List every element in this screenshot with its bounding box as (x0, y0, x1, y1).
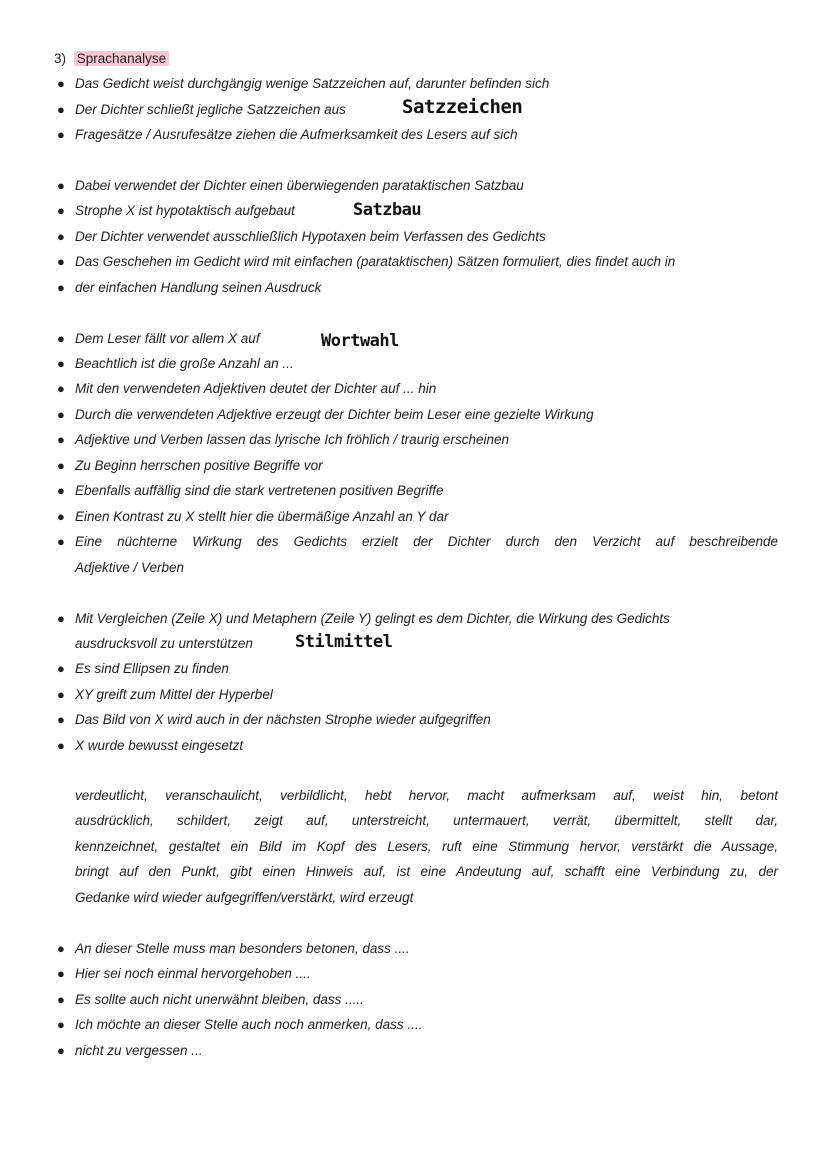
list-item: ● Es sind Ellipsen zu finden (75, 656, 778, 681)
paragraph-line: kennzeichnet, gestaltet ein Bild im Kopf des Lesers, ruft eine Stimmung hervor, verstärkt die Aussage, (75, 838, 778, 854)
bullet-icon: ● (57, 661, 65, 676)
handwritten-label-satzzeichen: Satzzeichen (402, 96, 523, 118)
bullet-icon: ● (57, 356, 65, 371)
bullet-icon: ● (57, 254, 65, 269)
list-item: ● Hier sei noch einmal hervorgehoben .... (75, 961, 778, 986)
list-item: ● Das Gedicht weist durchgängig wenige Satzzeichen auf, darunter befinden sich (75, 71, 778, 96)
bullet-icon: ● (57, 331, 65, 346)
list-item: ● X wurde bewusst eingesetzt (75, 733, 778, 758)
list-item: ● Eine nüchterne Wirkung des Gedichts erzielt der Dichter durch den Verzicht auf beschreibende (75, 529, 778, 554)
bullet-icon: ● (57, 611, 65, 626)
list-item: ● Zu Beginn herrschen positive Begriffe vor (75, 453, 778, 478)
list-item: ● XY greift zum Mittel der Hyperbel (75, 682, 778, 707)
list-item: ● Der Dichter schließt jegliche Satzzeichen aus (75, 97, 778, 122)
paragraph-line: Gedanke wird wieder aufgegriffen/verstärkt, wird erzeugt (75, 889, 414, 905)
list-item: ● Ebenfalls auffällig sind die stark vertretenen positiven Begriffe (75, 478, 778, 503)
list-item: ● Beachtlich ist die große Anzahl an ... (75, 351, 778, 376)
list-item: ● Mit Vergleichen (Zeile X) und Metaphern (Zeile Y) gelingt es dem Dichter, die Wirkung des Gedichts (75, 606, 778, 631)
bullet-icon: ● (57, 432, 65, 447)
list-item: ● An dieser Stelle muss man besonders betonen, dass .... (75, 936, 778, 961)
list-item: ● der einfachen Handlung seinen Ausdruck (75, 275, 778, 300)
list-item: ● Das Geschehen im Gedicht wird mit einfachen (parataktischen) Sätzen formuliert, dies findet auch in (75, 249, 778, 274)
verbs-paragraph (75, 783, 778, 910)
handwritten-label-wortwahl: Wortwahl (321, 331, 399, 351)
section-heading (54, 50, 169, 68)
list-item: ● Strophe X ist hypotaktisch aufgebaut (75, 198, 778, 223)
handwritten-label-stilmittel: Stilmittel (295, 632, 393, 652)
list-item-continuation: ausdrucksvoll zu unterstützen (75, 636, 253, 651)
bullet-icon: ● (57, 76, 65, 91)
list-item: ● nicht zu vergessen ... (75, 1038, 778, 1063)
bullet-icon: ● (57, 1043, 65, 1058)
bullet-icon: ● (57, 381, 65, 396)
list-item: ● Ich möchte an dieser Stelle auch noch anmerken, dass .... (75, 1012, 778, 1037)
paragraph-line: verdeutlicht, veranschaulicht, verbildlicht, hebt hervor, macht aufmerksam auf, weist hin, betont (75, 788, 778, 803)
paragraph-line: bringt auf den Punkt, gibt einen Hinweis auf, ist eine Andeutung auf, schafft eine Verbindung zu, der (75, 864, 778, 880)
list-item: ● Einen Kontrast zu X stellt hier die übermäßige Anzahl an Y dar (75, 504, 778, 529)
list-item: ● Das Bild von X wird auch in der nächsten Strophe wieder aufgegriffen (75, 707, 778, 732)
bullet-icon: ● (57, 483, 65, 498)
bullet-icon: ● (57, 712, 65, 727)
list-item: ● Es sollte auch nicht unerwähnt bleiben, dass ..... (75, 987, 778, 1012)
bullet-icon: ● (57, 941, 65, 956)
bullet-icon: ● (57, 534, 65, 549)
paragraph-line: ausdrücklich, schildert, zeigt auf, unterstreicht, untermauert, verrät, übermittelt, stellt dar, (75, 813, 778, 829)
handwritten-label-satzbau: Satzbau (353, 200, 422, 220)
bullet-icon: ● (57, 407, 65, 422)
bullet-icon: ● (57, 127, 65, 142)
bullet-icon: ● (57, 509, 65, 524)
bullet-icon: ● (57, 458, 65, 473)
bullet-icon: ● (57, 687, 65, 702)
bullet-icon: ● (57, 966, 65, 981)
section-title-highlighted: Sprachanalyse (74, 51, 169, 66)
bullet-icon: ● (57, 178, 65, 193)
list-item: ● Dabei verwendet der Dichter einen überwiegenden parataktischen Satzbau (75, 173, 778, 198)
section-number: 3) (54, 51, 67, 66)
list-item: ● Der Dichter verwendet ausschließlich Hypotaxen beim Verfassen des Gedichts (75, 224, 778, 249)
list-item-continuation: Adjektive / Verben (75, 560, 185, 575)
bullet-icon: ● (57, 1017, 65, 1032)
bullet-icon: ● (57, 203, 65, 218)
bullet-icon: ● (57, 738, 65, 753)
list-item: ● Fragesätze / Ausrufesätze ziehen die Aufmerksamkeit des Lesers auf sich (75, 122, 778, 147)
bullet-icon: ● (57, 280, 65, 295)
bullet-icon: ● (57, 102, 65, 117)
list-item: ● Durch die verwendeten Adjektive erzeugt der Dichter beim Leser eine gezielte Wirkung (75, 402, 778, 427)
list-item: ● Adjektive und Verben lassen das lyrische Ich fröhlich / traurig erscheinen (75, 427, 778, 452)
bullet-icon: ● (57, 229, 65, 244)
list-item: ● Mit den verwendeten Adjektiven deutet der Dichter auf ... hin (75, 376, 778, 401)
list-item: ● Dem Leser fällt vor allem X auf (75, 326, 778, 351)
bullet-icon: ● (57, 992, 65, 1007)
